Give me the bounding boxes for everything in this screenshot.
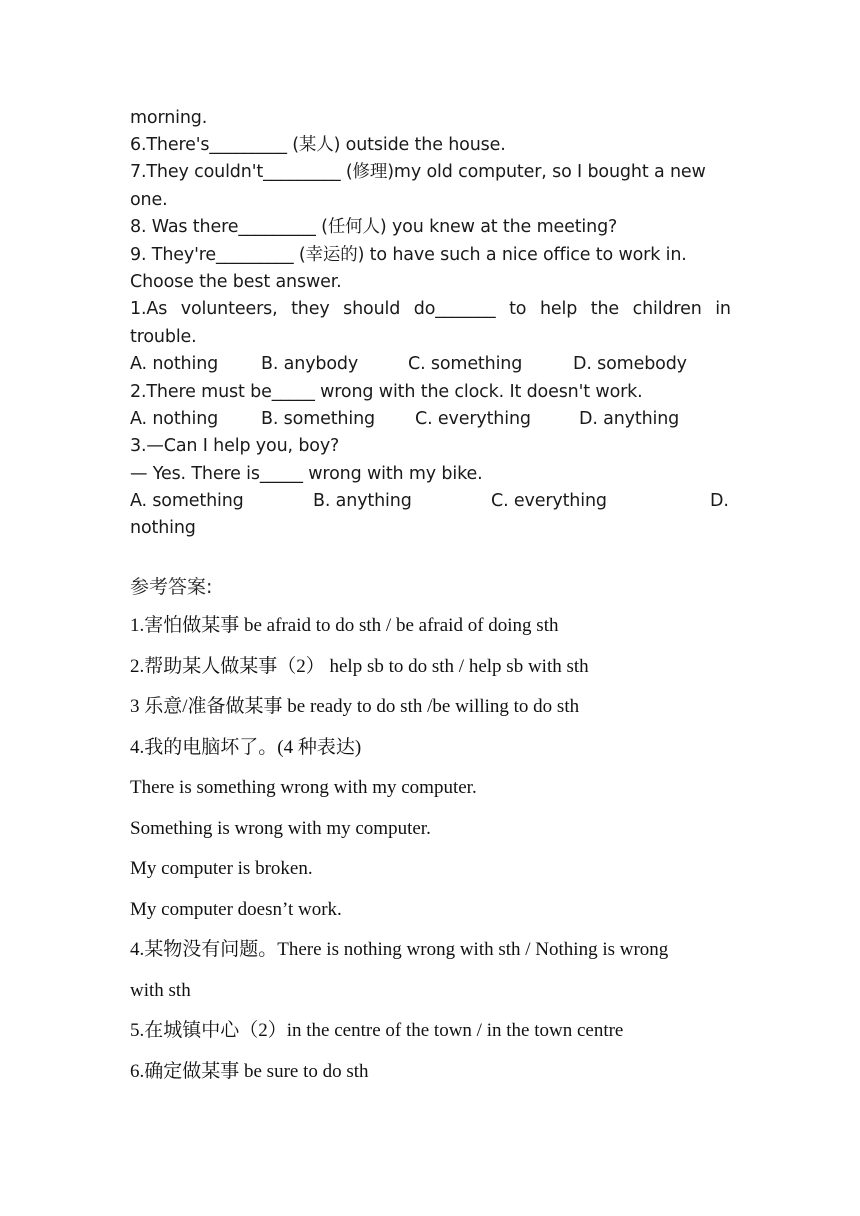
answer-line: 1.害怕做某事 be afraid to do sth / be afraid of doing sth (130, 615, 559, 636)
option-d: D. (710, 491, 729, 511)
option-a: A. something (130, 491, 244, 511)
option-b: B. something (261, 409, 375, 429)
option-c: C. everything (491, 491, 607, 511)
answer-line: 3 乐意/准备做某事 be ready to do sth /be willing to do sth (130, 696, 580, 717)
q1-word: children (632, 299, 702, 319)
answers-heading: 参考答案: (130, 576, 213, 598)
exercise-line: 8. Was there_________ (任何人) you knew at the meeting? (130, 217, 618, 237)
q1-word: they (291, 299, 330, 319)
option-b: B. anybody (261, 354, 359, 374)
q1-word: volunteers, (180, 299, 278, 319)
question-3-continuation: nothing (130, 518, 196, 538)
section-title: Choose the best answer. (130, 272, 342, 292)
q1-word: 1.As (130, 299, 168, 319)
exercise-line: one. (130, 190, 168, 210)
answer-line: with sth (130, 980, 191, 1001)
answer-line: 4.我的电脑坏了。(4 种表达) (130, 737, 362, 758)
q1-word: should (343, 299, 401, 319)
q1-word: in (715, 299, 731, 319)
option-b: B. anything (313, 491, 412, 511)
answer-line: 4.某物没有问题。There is nothing wrong with sth / Nothing is wrong (130, 939, 669, 960)
answer-line: 5.在城镇中心（2）in the centre of the town / in the town centre (130, 1020, 624, 1041)
option-c: C. everything (415, 409, 531, 429)
question-3-stem: 3.—Can I help you, boy? (130, 436, 340, 456)
exercise-line: 7.They couldn't_________ (修理)my old computer, so I bought a new (130, 162, 706, 182)
answer-line: There is something wrong with my computer. (130, 777, 477, 798)
answer-line: 6.确定做某事 be sure to do sth (130, 1061, 369, 1082)
option-a: A. nothing (130, 409, 219, 429)
q1-word: do_______ (413, 299, 496, 319)
answer-line: My computer is broken. (130, 858, 313, 879)
option-d: D. somebody (573, 354, 687, 374)
answer-line: Something is wrong with my computer. (130, 818, 431, 839)
option-c: C. something (408, 354, 523, 374)
question-3-reply: — Yes. There is_____ wrong with my bike. (130, 464, 483, 484)
question-2-stem: 2.There must be_____ wrong with the clock. It doesn't work. (130, 382, 643, 402)
q1-word: to (509, 299, 527, 319)
option-a: A. nothing (130, 354, 219, 374)
question-1-stem (130, 298, 731, 320)
answer-line: My computer doesn’t work. (130, 899, 342, 920)
question-1-continuation: trouble. (130, 327, 197, 347)
exercise-line: 9. They're_________ (幸运的) to have such a nice office to work in. (130, 245, 687, 265)
exercise-line: morning. (130, 108, 208, 128)
exercise-line: 6.There's_________ (某人) outside the house. (130, 135, 506, 155)
q1-word: the (590, 299, 620, 319)
answer-line: 2.帮助某人做某事（2） help sb to do sth / help sb with sth (130, 656, 589, 677)
option-d: D. anything (579, 409, 680, 429)
q1-word: help (539, 299, 578, 319)
